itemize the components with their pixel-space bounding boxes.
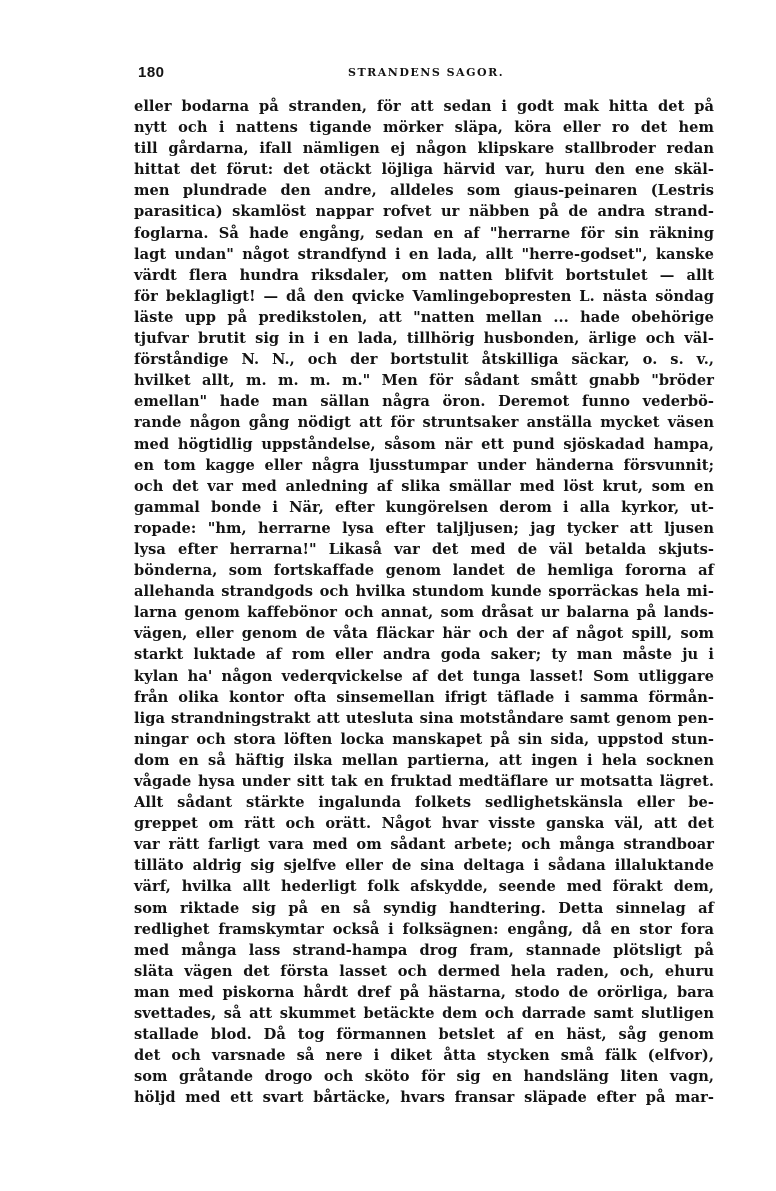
- page-number: 180: [138, 64, 165, 81]
- text-line: kylan ha' någon vederqvickelse af det tunga lasset! Som utliggare: [134, 667, 714, 685]
- text-line: läste upp på predikstolen, att "natten mellan ... hade obehörige: [134, 308, 714, 326]
- body-text: [134, 96, 714, 1109]
- text-line: vågade hysa under sitt tak en fruktad medtäflare ur motsatta lägret.: [134, 773, 714, 790]
- text-line: hittat det förut: det otäckt löjliga härvid var, huru den ene skäl-: [134, 161, 714, 179]
- text-line: var rätt farligt vara med om sådant arbete; och många strandboar: [134, 836, 714, 854]
- text-line: eller bodarna på stranden, för att sedan i godt mak hitta det på: [134, 98, 714, 115]
- text-line: Allt sådant stärkte ingalunda folkets sedlighetskänsla eller be-: [134, 794, 714, 812]
- text-line: som gråtande drogo och sköto för sig en handsläng liten vagn,: [134, 1068, 714, 1086]
- text-line: man med piskorna hårdt dref på hästarna, stodo de orörliga, bara: [134, 983, 714, 1001]
- text-line: liga strandningstrakt att utesluta sina motståndare samt genom pen-: [134, 709, 714, 727]
- text-line: dom en så häftig ilska mellan partierna, att ingen i hela socknen: [134, 751, 714, 769]
- text-line: starkt luktade af rom eller andra goda saker; ty man måste ju i: [134, 646, 714, 664]
- text-line: redlighet framskymtar också i folksägnen: engång, då en stor fora: [134, 920, 714, 938]
- running-title: STRANDENS SAGOR.: [348, 66, 505, 79]
- text-line: svettades, så att skummet betäckte dem och darrade samt slutligen: [134, 1005, 714, 1023]
- text-line: tjufvar brutit sig in i en lada, tillhörig husbonden, ärlige och väl-: [134, 330, 714, 348]
- text-line: och det var med anledning af slika smällar med löst krut, som en: [134, 477, 714, 495]
- text-line: höljd med ett svart bårtäcke, hvars fransar släpade efter på mar-: [134, 1089, 714, 1107]
- text-line: värf, hvilka allt hederligt folk afskydde, seende med förakt dem,: [134, 878, 714, 896]
- text-line: rande någon gång nödigt att för struntsaker anställa mycket väsen: [134, 414, 714, 432]
- text-line: lagt undan" något strandfynd i en lada, allt "herre-godset", kanske: [134, 245, 714, 263]
- text-line: en tom kagge eller några ljusstumpar under händerna försvunnit;: [134, 456, 714, 474]
- text-line: men plundrade den andre, alldeles som giaus-peinaren (Lestris: [134, 182, 714, 200]
- text-line: parasitica) skamlöst nappar rofvet ur näbben på de andra strand-: [134, 203, 714, 221]
- text-line: till gårdarna, ifall nämligen ej någon klipskare stallbroder redan: [134, 140, 714, 158]
- text-line: vägen, eller genom de våta fläckar här och der af något spill, som: [134, 625, 714, 643]
- text-line: gammal bonde i När, efter kungörelsen derom i alla kyrkor, ut-: [134, 498, 714, 516]
- text-line: för beklagligt! — då den qvicke Vamlingebopresten L. nästa söndag: [134, 287, 714, 305]
- text-line: greppet om rätt och orätt. Något hvar visste ganska väl, att det: [134, 815, 714, 833]
- text-line: från olika kontor ofta sinsemellan ifrigt täflade i samma förmån-: [134, 688, 714, 706]
- text-line: ningar och stora löften locka manskapet på sin sida, uppstod stun-: [134, 730, 714, 748]
- text-line: som riktade sig på en så syndig handtering. Detta sinnelag af: [134, 899, 714, 917]
- text-line: lysa efter herrarna!" Likaså var det med de väl betalda skjuts-: [134, 540, 714, 558]
- text-line: hvilket allt, m. m. m. m." Men för sådant smått gnabb "bröder: [134, 372, 714, 390]
- text-line: larna genom kaffebönor och annat, som dråsat ur balarna på lands-: [134, 604, 714, 622]
- page-header: [138, 64, 712, 86]
- text-line: emellan" hade man sällan några öron. Deremot funno vederbö-: [134, 393, 714, 411]
- text-line: med högtidlig uppståndelse, såsom när ett pund sjöskadad hampa,: [134, 435, 714, 453]
- text-line: det och varsnade så nere i diket åtta stycken små fälk (elfvor),: [134, 1047, 714, 1065]
- text-line: foglarna. Så hade engång, sedan en af "herrarne för sin räkning: [134, 224, 714, 242]
- text-line: släta vägen det första lasset och dermed hela raden, och, ehuru: [134, 962, 714, 980]
- text-line: stallade blod. Då tog förmannen betslet af en häst, såg genom: [134, 1026, 714, 1044]
- text-line: ropade: "hm, herrarne lysa efter taljljusen; jag tycker att ljusen: [134, 519, 714, 537]
- text-line: förståndige N. N., och der bortstulit åtskilliga säckar, o. s. v.,: [134, 351, 714, 369]
- text-line: med många lass strand-hampa drog fram, stannade plötsligt på: [134, 941, 714, 959]
- text-line: värdt flera hundra riksdaler, om natten blifvit bortstulet — allt: [134, 266, 714, 284]
- text-line: nytt och i nattens tigande mörker släpa, köra eller ro det hem: [134, 119, 714, 137]
- text-line: bönderna, som fortskaffade genom landet de hemliga fororna af: [134, 562, 714, 580]
- text-line: tilläto aldrig sig sjelfve eller de sina deltaga i sådana illaluktande: [134, 857, 714, 875]
- text-line: allehanda strandgods och hvilka stundom kunde sporräckas hela mi-: [134, 583, 714, 601]
